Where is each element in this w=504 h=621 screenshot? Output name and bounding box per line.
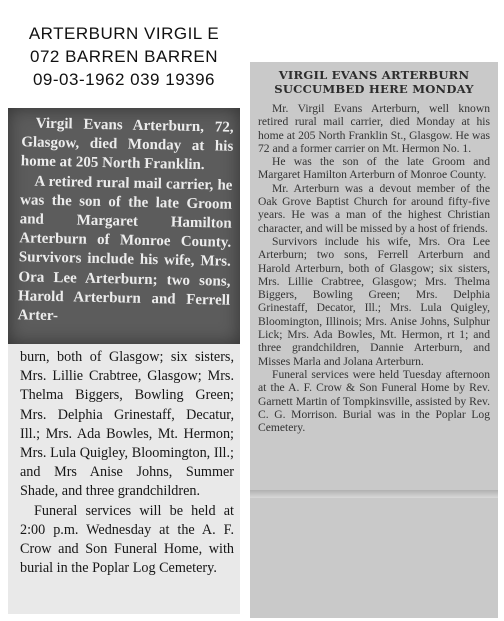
clipping-paragraph: He was the son of the late Groom and Margaret Hamilton Arterburn of Monroe County. (258, 155, 490, 182)
clipping-left-top-text (8, 108, 240, 330)
record-header (4, 22, 244, 91)
clipping-paragraph: Funeral services will be held at 2:00 p.m. Wednesday at the A. F. Crow and Son Funeral Home, with burial in the Poplar Log Cemetery. (20, 502, 234, 577)
headline-line: SUCCUMBED HERE MONDAY (274, 82, 474, 96)
obituary-clipping-left-bottom (8, 344, 240, 614)
clipping-paragraph: Mr. Arterburn was a devout member of the Oak Grove Baptist Church for around fifty-five years. He was a man of the highest Christian character, and will be missed by a host of friends. (258, 181, 490, 235)
clipping-paragraph: burn, both of Glasgow; six sisters, Mrs. Lillie Crabtree, Glasgow; Mrs. Thelma Biggers, Bowling Green; Mrs. Delphia Grinestaff, Decatur, Ill.; Mrs. Ada Bowles, Mt. Hermon; Mrs. Lula Quigley, Bloomington, Ill.; and Mrs Anise Johns, Summer Shade, and three grandchildren. (20, 349, 234, 500)
clipping-left-bottom-text (8, 344, 240, 578)
clipping-paragraph: Mr. Virgil Evans Arterburn, well known retired rural mail carrier, died Monday at his home at 205 North Franklin St., Glasgow. He was 72 and a former carrier on Mt. Hermon No. 1. (258, 102, 490, 155)
clipping-paragraph: A retired rural mail carrier, he was the son of the late Groom and Margaret Hamilton Arterburn of Monroe County. Survivors include his wife, Mrs. Ora Lee Arterburn; two sons, Harold Arterburn and Ferrell Arter- (17, 173, 233, 325)
paper-fold-line (250, 490, 498, 498)
header-name-line: ARTERBURN VIRGIL E (28, 24, 220, 43)
clipping-paragraph: Virgil Evans Arterburn, 72, Glasgow, died Monday at his home at 205 North Franklin. (20, 115, 234, 174)
header-county-line: 072 BARREN BARREN (29, 47, 218, 66)
obituary-clipping-right (250, 62, 498, 618)
clipping-paragraph: Survivors include his wife, Mrs. Ora Lee Arterburn; two sons, Ferrell Arterburn and Harold Arterburn, both of Glasgow; six sisters, Mrs. Lillie Crabtree, Glasgow; Mrs. Thelma Biggers, Bowling Green; Mrs. Delphia Grinestaff, Decator, Ill.; Mrs. Lula Quigley, Bloomington, Illinois; Mrs. Anise Johns, Sulphur Lick; Mrs. Ada Bowles, Mt. Hermon, rt 1; and three grandchildren, Dannie Arterburn, and Misses Marla and Jolana Arterburn. (258, 234, 490, 368)
headline-line: VIRGIL EVANS ARTERBURN (278, 68, 470, 82)
header-date-line: 09-03-1962 039 19396 (32, 70, 216, 89)
clipping-right-text (250, 96, 498, 434)
obituary-clipping-left-top (8, 108, 240, 344)
clipping-paragraph: Funeral services were held Tuesday afternoon at the A. F. Crow & Son Funeral Home by Rev. Garnett Martin of Tompkinsville, assisted by Rev. C. G. Morrison. Burial was in the Poplar Log Cemetery. (258, 367, 490, 435)
clipping-headline (250, 62, 498, 96)
